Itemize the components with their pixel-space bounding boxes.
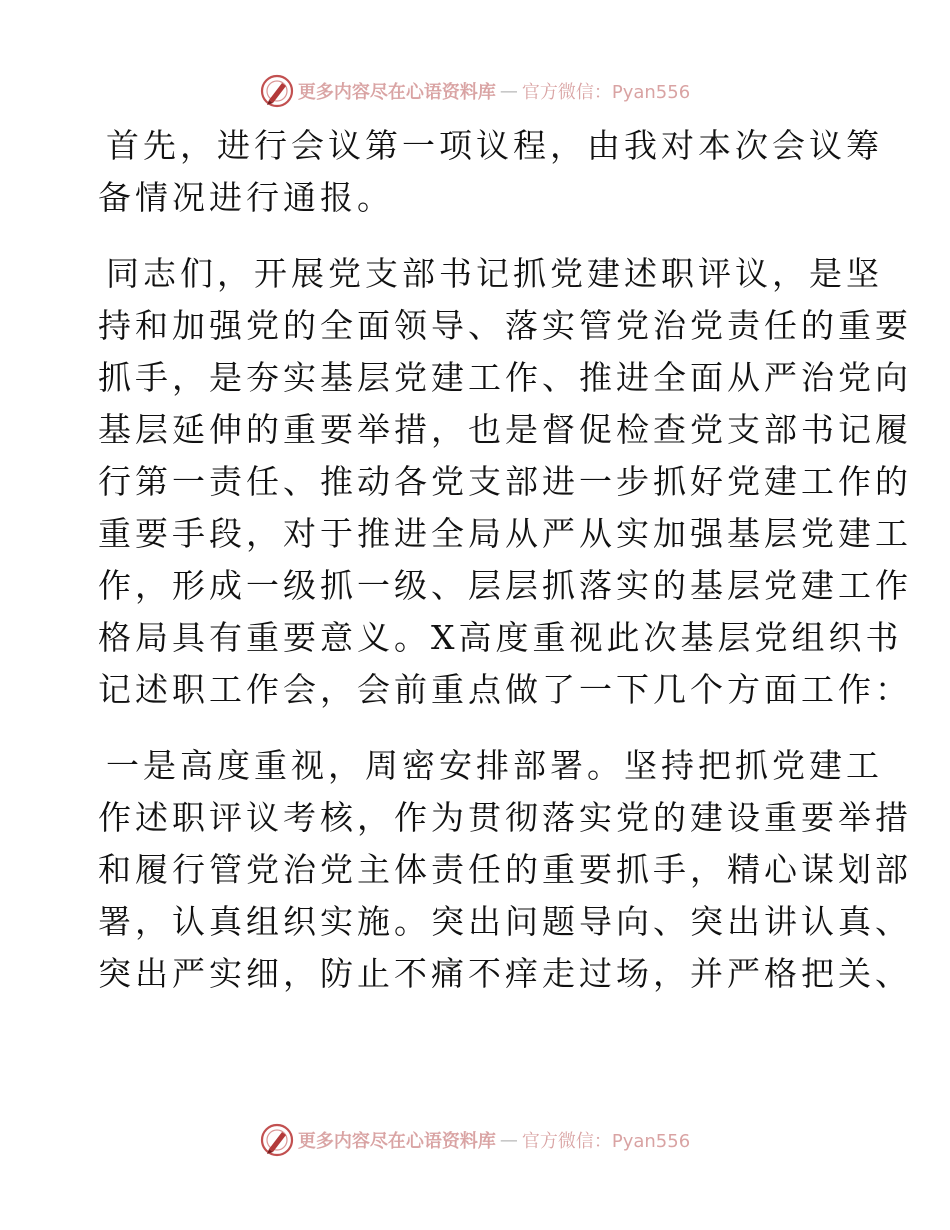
text-line: 同志们，开展党支部书记抓党建述职评议，是坚 [106,254,883,293]
text-line: 一是高度重视，周密安排部署。坚持把抓党建工 [106,746,883,785]
pen-logo-icon [260,1123,294,1157]
text-line: 和履行管党治党主体责任的重要抓手，精心谋划部 [98,850,912,889]
text-line: 作述职评议考核，作为贯彻落实党的建设重要举措 [98,798,912,837]
watermark-contact: 官方微信：Pyan556 [521,82,691,103]
paragraph [98,740,912,1000]
text-line: 抓手，是夯实基层党建工作、推进全面从严治党向 [98,358,912,397]
watermark-text: 更多内容尽在心语资料库 [297,82,496,103]
text-line: 持和加强党的全面领导、落实管党治党责任的重要 [98,306,912,345]
text-line: 署，认真组织实施。突出问题导向、突出讲认真、 [98,902,912,941]
watermark-footer [0,1120,950,1160]
text-line: 基层延伸的重要举措，也是督促检查党支部书记履 [98,410,912,449]
text-line: 突出严实细，防止不痛不痒走过场，并严格把关、 [98,954,912,993]
text-line: 格局具有重要意义。X高度重视此次基层党组织书 [98,618,903,657]
text-line: 记述职工作会，会前重点做了一下几个方面工作： [98,670,912,709]
document-body [98,120,912,1000]
watermark-dash: — [499,1129,518,1151]
text-line: 首先，进行会议第一项议程，由我对本次会议筹 [106,126,883,165]
pen-logo-icon [260,74,294,108]
text-line: 备情况进行通报。 [98,178,394,217]
watermark-dash: — [499,80,518,102]
text-line: 行第一责任、推动各党支部进一步抓好党建工作的 [98,462,912,501]
paragraph [98,248,912,716]
watermark-header [0,71,950,111]
text-line: 作，形成一级抓一级、层层抓落实的基层党建工作 [98,566,912,605]
paragraph [98,120,883,224]
watermark-contact: 官方微信：Pyan556 [521,1131,691,1152]
text-line: 重要手段，对于推进全局从严从实加强基层党建工 [98,514,912,553]
watermark-text: 更多内容尽在心语资料库 [297,1131,496,1152]
